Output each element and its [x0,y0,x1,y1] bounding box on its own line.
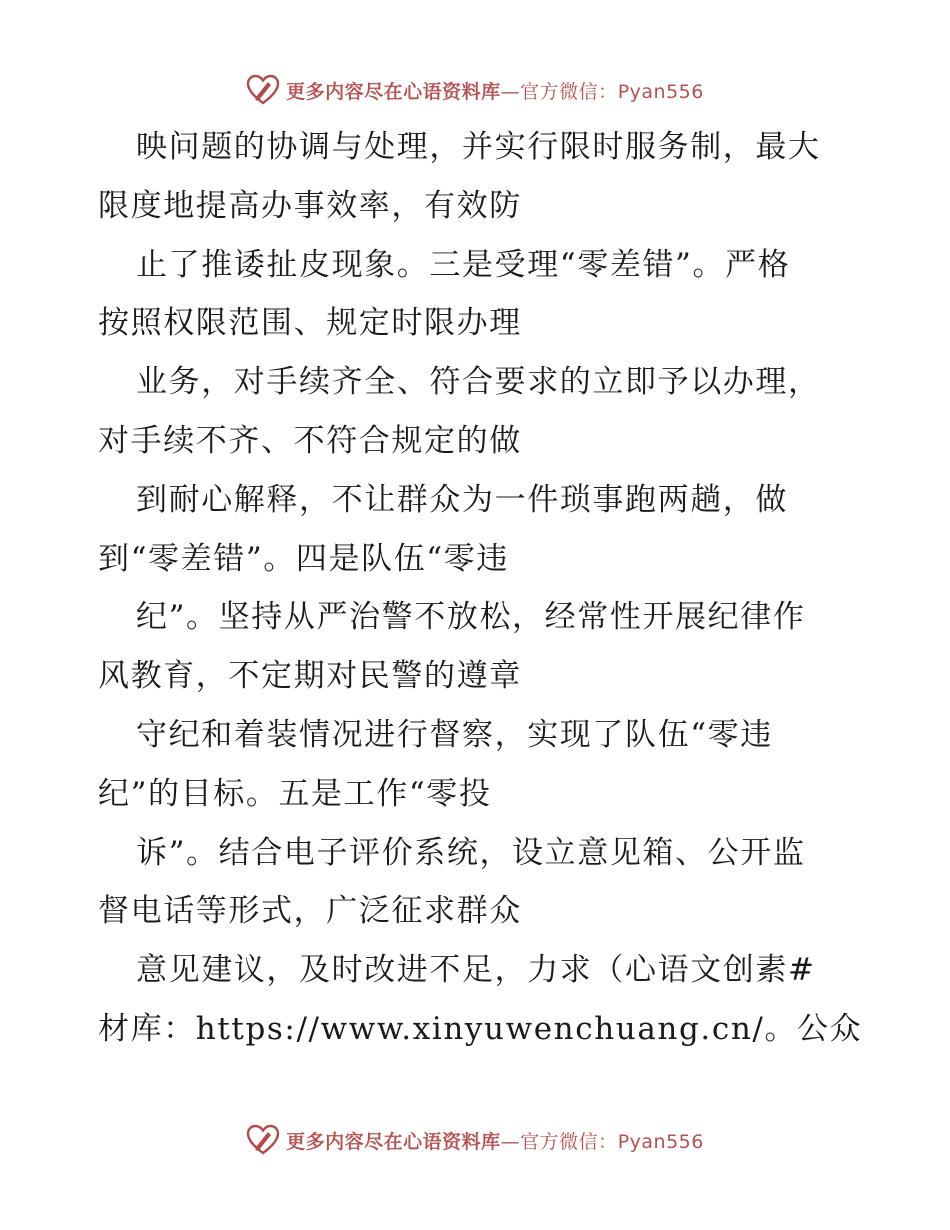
header-watermark [0,70,950,110]
watermark-wechat-id: Pyan556 [617,80,704,103]
heart-pen-logo-icon [246,1123,280,1157]
watermark-separator: —官方微信： [500,80,618,103]
text-line: 意见建议，及时改进不足，力求（心语文创素# [136,952,816,989]
text-line: 到“零差错”。四是队伍“零违 [98,540,509,577]
watermark-main-text: 更多内容尽在心语资料库 [286,1130,501,1153]
text-line: 到耐心解释，不让群众为一件琐事跑两趟，做 [136,481,788,518]
text-line: 对手续不齐、不符合规定的做 [98,422,522,459]
text-line: 按照权限范围、规定时限办理 [98,305,522,342]
watermark-separator: —官方微信： [500,1130,618,1153]
watermark-wechat-id: Pyan556 [617,1130,704,1153]
text-line: 业务，对手续齐全、符合要求的立即予以办理， [136,364,821,401]
text-line: 督电话等形式，广泛征求群众 [98,893,522,930]
watermark-main-text: 更多内容尽在心语资料库 [286,80,501,103]
heart-pen-logo-icon [246,73,280,107]
text-line: 诉”。结合电子评价系统，设立意见箱、公开监 [136,834,806,871]
text-line: 限度地提高办事效率，有效防 [98,187,522,224]
text-line: 映问题的协调与处理，并实行限时服务制，最大 [136,129,821,165]
watermark-text [286,1127,704,1154]
watermark-text [286,77,704,104]
footer-watermark [0,1120,950,1160]
text-line: 纪”。坚持从严治警不放松，经常性开展纪律作 [136,599,806,636]
text-line: 材库：https://www.xinyuwenchuang.cn/。公众 [98,1010,863,1047]
text-line: 止了推诿扯皮现象。三是受理“零差错”。严格 [136,246,791,283]
text-line: 守纪和着装情况进行督察，实现了队伍“零违 [136,716,773,753]
text-line: 风教育，不定期对民警的遵章 [98,658,522,695]
text-line: 纪”的目标。五是工作“零投 [98,775,492,812]
document-body [98,124,863,1065]
